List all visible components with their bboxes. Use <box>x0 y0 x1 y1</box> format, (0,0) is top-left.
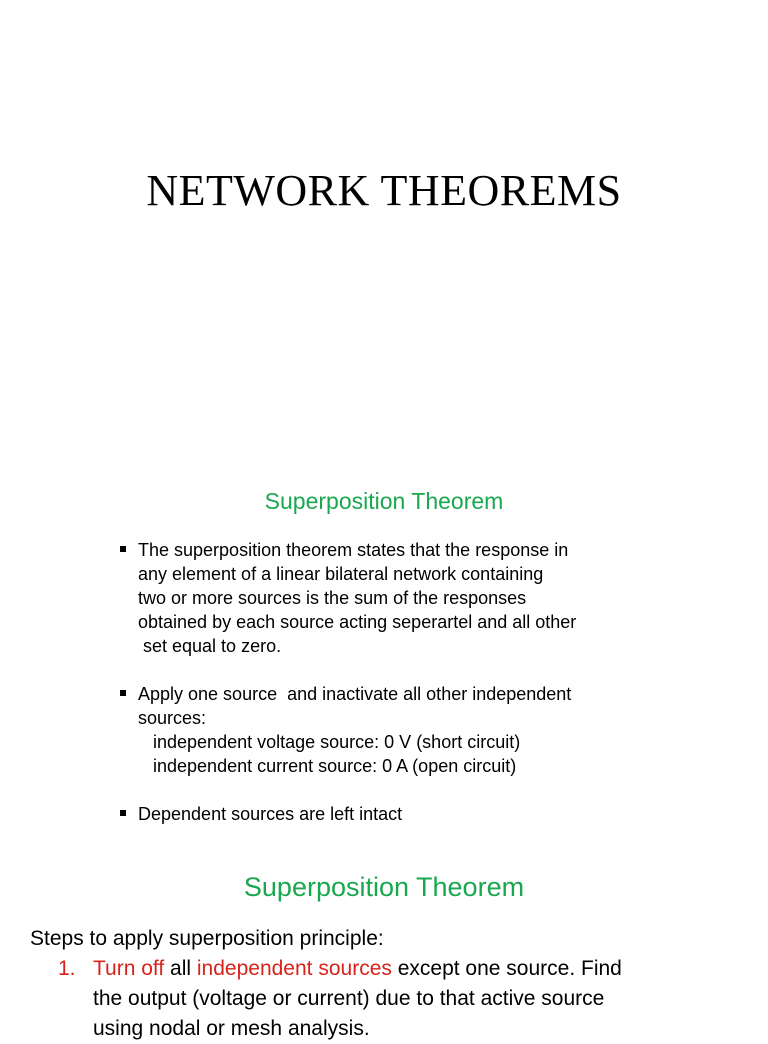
step-line <box>93 954 738 984</box>
bullet-square-icon <box>120 690 126 696</box>
step-item <box>58 954 738 1044</box>
bullet-line: set equal to zero. <box>138 636 282 656</box>
bullet-line: The superposition theorem states that the response in <box>138 540 569 560</box>
bullet-line: independent current source: 0 A (open circuit) <box>138 756 517 776</box>
step-text: except one source. Find <box>391 957 622 980</box>
slide-heading: Superposition Theorem <box>243 872 525 902</box>
bullet-item <box>120 682 660 778</box>
steps-intro: Steps to apply superposition principle: <box>30 927 384 950</box>
bullet-square-icon <box>120 810 126 816</box>
bullet-item <box>120 538 660 658</box>
step-text: all <box>164 957 197 980</box>
step-emphasis: independent sources <box>196 957 392 980</box>
title-slide <box>0 0 768 430</box>
superposition-definition-slide <box>0 430 768 850</box>
steps-list <box>58 954 738 1044</box>
page-title: NETWORK THEOREMS <box>146 166 622 215</box>
bullet-square-icon <box>120 546 126 552</box>
step-line: the output (voltage or current) due to that active source <box>93 987 605 1010</box>
slide-heading: Superposition Theorem <box>264 488 504 514</box>
bullet-item <box>120 802 660 826</box>
bullet-list <box>120 538 660 850</box>
bullet-line: any element of a linear bilateral network containing <box>138 564 544 584</box>
step-line: using nodal or mesh analysis. <box>93 1017 370 1040</box>
bullet-line: sources: <box>138 708 207 728</box>
bullet-line: obtained by each source acting seperartel and all other <box>138 612 577 632</box>
bullet-line: independent voltage source: 0 V (short circuit) <box>138 732 521 752</box>
superposition-steps-slide <box>0 850 768 1040</box>
step-number: 1. <box>58 957 76 980</box>
bullet-line: two or more sources is the sum of the responses <box>138 588 527 608</box>
bullet-line: Dependent sources are left intact <box>138 804 403 824</box>
step-emphasis: Turn off <box>93 957 165 980</box>
bullet-line: Apply one source and inactivate all other independent <box>138 684 572 704</box>
